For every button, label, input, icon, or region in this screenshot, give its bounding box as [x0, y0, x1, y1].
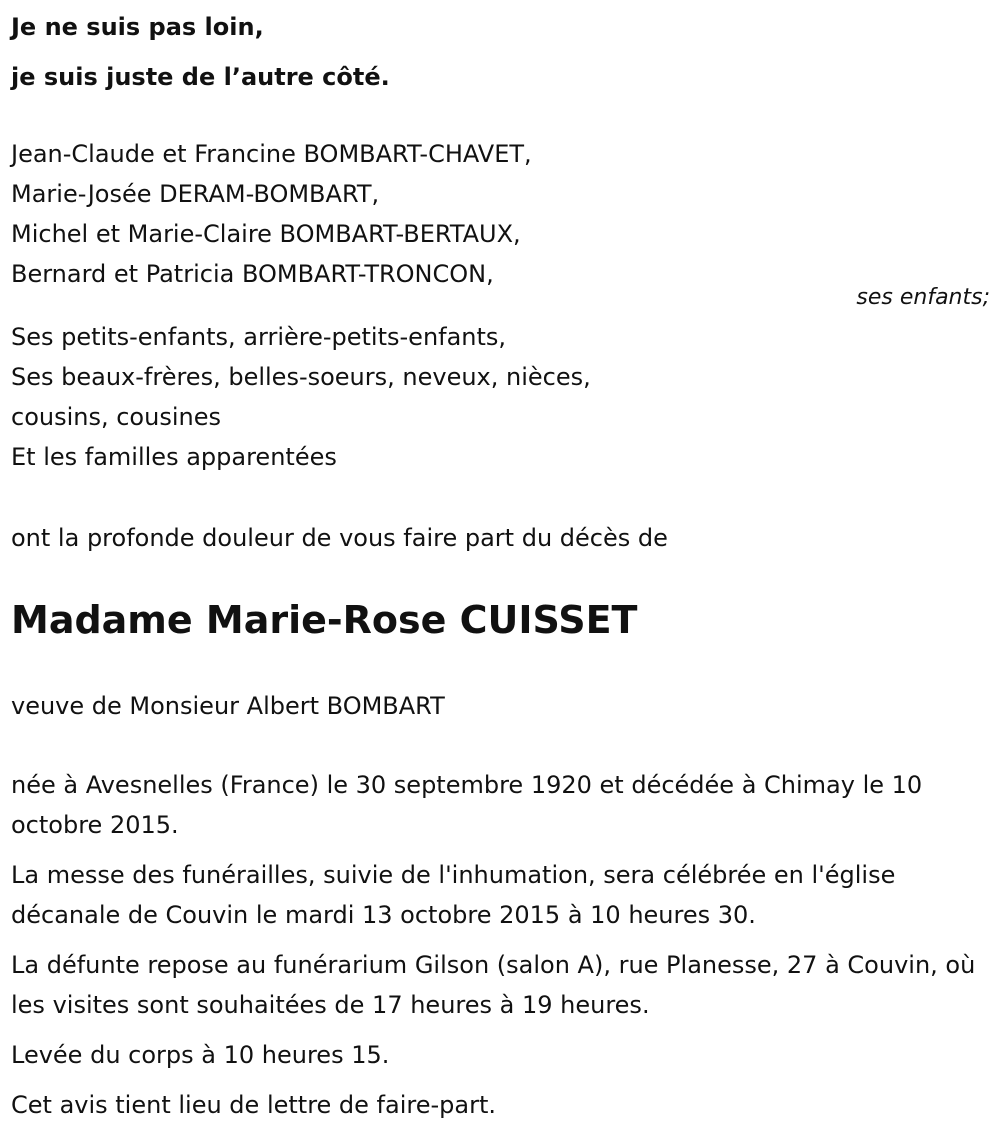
- funeral-mass-text: La messe des funérailles, suivie de l'inhumation, sera célébrée en l'église décanale de Couvin le mardi 13 octobre 2015 à 10 heures 30.: [11, 861, 896, 929]
- opening-quote: [11, 2, 390, 102]
- family-entry: cousins, cousines: [11, 403, 221, 431]
- levee-text: Levée du corps à 10 heures 15.: [11, 1041, 390, 1069]
- child-entry: Bernard et Patricia BOMBART-TRONCON,: [11, 260, 494, 288]
- family-list: [11, 317, 591, 477]
- child-entry: Michel et Marie-Claire BOMBART-BERTAUX,: [11, 220, 521, 248]
- family-entry: Ses beaux-frères, belles-soeurs, neveux, nièces,: [11, 363, 591, 391]
- resting-place-text: La défunte repose au funérarium Gilson (salon A), rue Planesse, 27 à Couvin, où les visites sont souhaitées de 17 heures à 19 heures.: [11, 951, 976, 1019]
- children-list: [11, 134, 532, 294]
- children-label: ses enfants;: [856, 285, 990, 310]
- family-entry: Ses petits-enfants, arrière-petits-enfants,: [11, 323, 507, 351]
- notice-text: Cet avis tient lieu de lettre de faire-part.: [11, 1091, 496, 1119]
- funeral-details: [11, 765, 981, 1135]
- deceased-name: Madame Marie-Rose CUISSET: [11, 598, 638, 642]
- family-entry: Et les familles apparentées: [11, 443, 337, 471]
- quote-line-2: je suis juste de l’autre côté.: [11, 63, 390, 91]
- quote-line-1: Je ne suis pas loin,: [11, 13, 264, 41]
- child-entry: Marie-Josée DERAM-BOMBART,: [11, 180, 380, 208]
- widow-of-text: veuve de Monsieur Albert BOMBART: [11, 692, 445, 720]
- birth-death-text: née à Avesnelles (France) le 30 septembre 1920 et décédée à Chimay le 10 octobre 2015.: [11, 771, 923, 839]
- child-entry: Jean-Claude et Francine BOMBART-CHAVET,: [11, 140, 532, 168]
- announcement-text: ont la profonde douleur de vous faire part du décès de: [11, 524, 668, 552]
